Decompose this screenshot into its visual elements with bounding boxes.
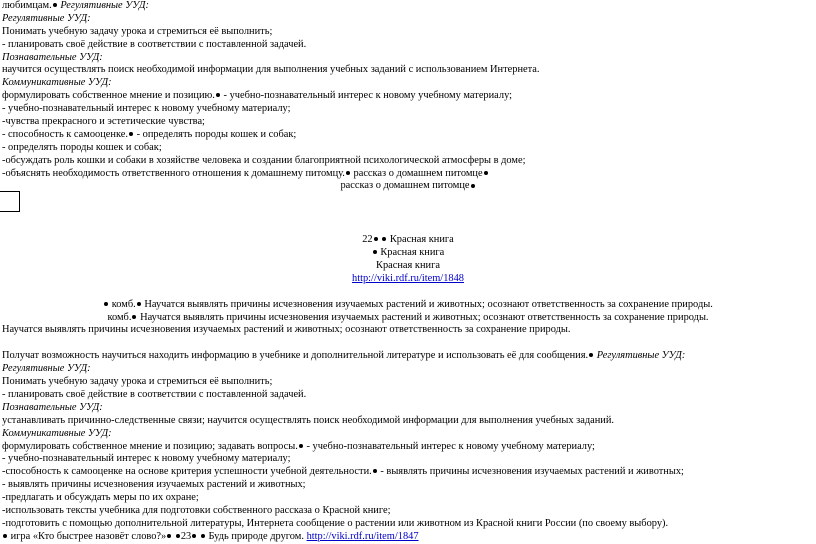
text-line: Понимать учебную задачу урока и стремиться её выполнить; [2,25,273,37]
text-fragment: - учебно-познавательный интерес к новому учебному материалу; [306,440,595,452]
resource-link[interactable]: http://viki.rdf.ru/item/1848 [352,272,464,284]
bullet-icon [216,93,220,97]
text-fragment: Красная книга [389,234,454,246]
text-line: - планировать своё действие в соответствии с поставленной задачей. [2,38,307,50]
text-line: - учебно-познавательный интерес к новому учебному материалу; [2,103,291,115]
empty-table-cell [0,191,20,212]
text-line [2,273,814,286]
text-line [2,312,814,325]
bullet-icon [167,534,171,538]
text-fragment: Научатся выявлять причины исчезновения изучаемых растений и животных; осознают ответственность за сохранение природы. [144,298,713,310]
text-fragment: рассказ о домашнем питомце [340,180,470,192]
text-line [2,180,814,193]
bullet-icon [382,237,386,241]
text-fragment: Будь природе другом. [208,530,304,542]
text-line: -подготовить с помощью дополнительной литературы, Интернета сообщение о растении или животном из Красной книги России (по своему выбору). [2,517,669,529]
text-line: Красная книга [376,260,440,272]
bullet-icon [589,353,593,357]
text-fragment: любимцам. [2,0,52,11]
text-fragment: - учебно-познавательный интерес к новому учебному материалу; [223,90,513,102]
bullet-icon [346,171,350,175]
text-line [2,168,814,181]
text-line [2,350,814,363]
text-line: научится осуществлять поиск необходимой информации для выполнения учебных заданий с использованием Интернета. [2,64,540,76]
text-line [2,90,814,103]
bullet-icon [137,302,141,306]
bullet-icon [176,534,180,538]
text-line [2,234,814,247]
text-fragment: игра «Кто быстрее назовёт слово?» [10,530,167,542]
text-fragment: рассказ о домашнем питомце [353,167,483,179]
text-fragment: -объяснять необходимость ответственного отношения к домашнему питомцу. [2,167,345,179]
document-page [2,0,814,544]
bullet-icon [201,534,205,538]
section-heading: Регулятивные УУД: [2,363,91,375]
text-line: устанавливать причинно-следственные связи; научится осуществлять поиск необходимой информации для выполнения учебных заданий. [2,414,615,426]
text-line [2,129,814,142]
text-fragment: Научатся выявлять причины исчезновения изучаемых растений и животных; осознают ответственность за сохранение природы. [140,311,709,323]
bullet-icon [484,171,488,175]
bullet-icon [471,184,475,188]
bullet-icon [373,250,377,254]
section-heading: Регулятивные УУД: [60,0,149,11]
section-heading: Регулятивные УУД: [2,12,91,24]
lesson-number: 22 [362,234,373,246]
section-heading: Познавательные УУД: [2,401,103,413]
text-fragment: комб. [111,298,136,310]
text-fragment: Красная книга [380,247,445,259]
bullet-icon [132,315,136,319]
text-fragment: Получат возможность научиться находить информацию в учебнике и дополнительной литературе и использовать её для сообщения. [2,350,589,362]
section-heading: Познавательные УУД: [2,51,103,63]
bullet-icon [129,132,133,136]
text-line [2,0,814,13]
bullet-icon [299,444,303,448]
bullet-icon [104,302,108,306]
text-fragment: формулировать собственное мнение и позицию; задавать вопросы. [2,440,298,452]
text-fragment: формулировать собственное мнение и позицию. [2,90,215,102]
text-line [2,299,814,312]
text-line: -предлагать и обсуждать меры по их охране; [2,492,199,504]
text-line: -обсуждать роль кошки и собаки в хозяйстве человека и создании благоприятной психологической атмосферы в доме; [2,154,526,166]
bullet-icon [53,3,57,7]
text-line: -использовать тексты учебника для подготовки собственного рассказа о Красной книге; [2,504,391,516]
text-fragment: - определять породы кошек и собак; [136,128,297,140]
bullet-icon [192,534,196,538]
section-heading: Регулятивные УУД: [596,350,686,362]
text-line: - учебно-познавательный интерес к новому учебному материалу; [2,453,291,465]
text-fragment: - способность к самооценке. [2,128,128,140]
text-line: -чувства прекрасного и эстетические чувства; [2,116,205,128]
text-line: Научатся выявлять причины исчезновения изучаемых растений и животных; осознают ответственность за сохранение природы. [2,324,571,336]
text-line: - определять породы кошек и собак; [2,141,162,153]
text-line: - выявлять причины исчезновения изучаемых растений и животных; [2,479,306,491]
text-line [2,466,814,479]
text-line [2,441,814,454]
text-line: - планировать своё действие в соответствии с поставленной задачей. [2,388,307,400]
text-line: Понимать учебную задачу урока и стремиться её выполнить; [2,376,273,388]
text-line [2,247,814,260]
bullet-icon [374,237,378,241]
section-heading: Коммуникативные УУД: [2,77,112,89]
resource-link[interactable]: http://viki.rdf.ru/item/1847 [306,530,419,542]
bullet-icon [373,469,377,473]
text-fragment: - выявлять причины исчезновения изучаемых растений и животных; [380,466,684,478]
section-heading: Коммуникативные УУД: [2,427,112,439]
lesson-number: 23 [180,530,192,542]
bullet-icon [3,534,7,538]
text-fragment: комб. [107,311,132,323]
text-line [2,531,814,544]
text-fragment: -способность к самооценке на основе критерия успешности учебной деятельности. [2,466,372,478]
